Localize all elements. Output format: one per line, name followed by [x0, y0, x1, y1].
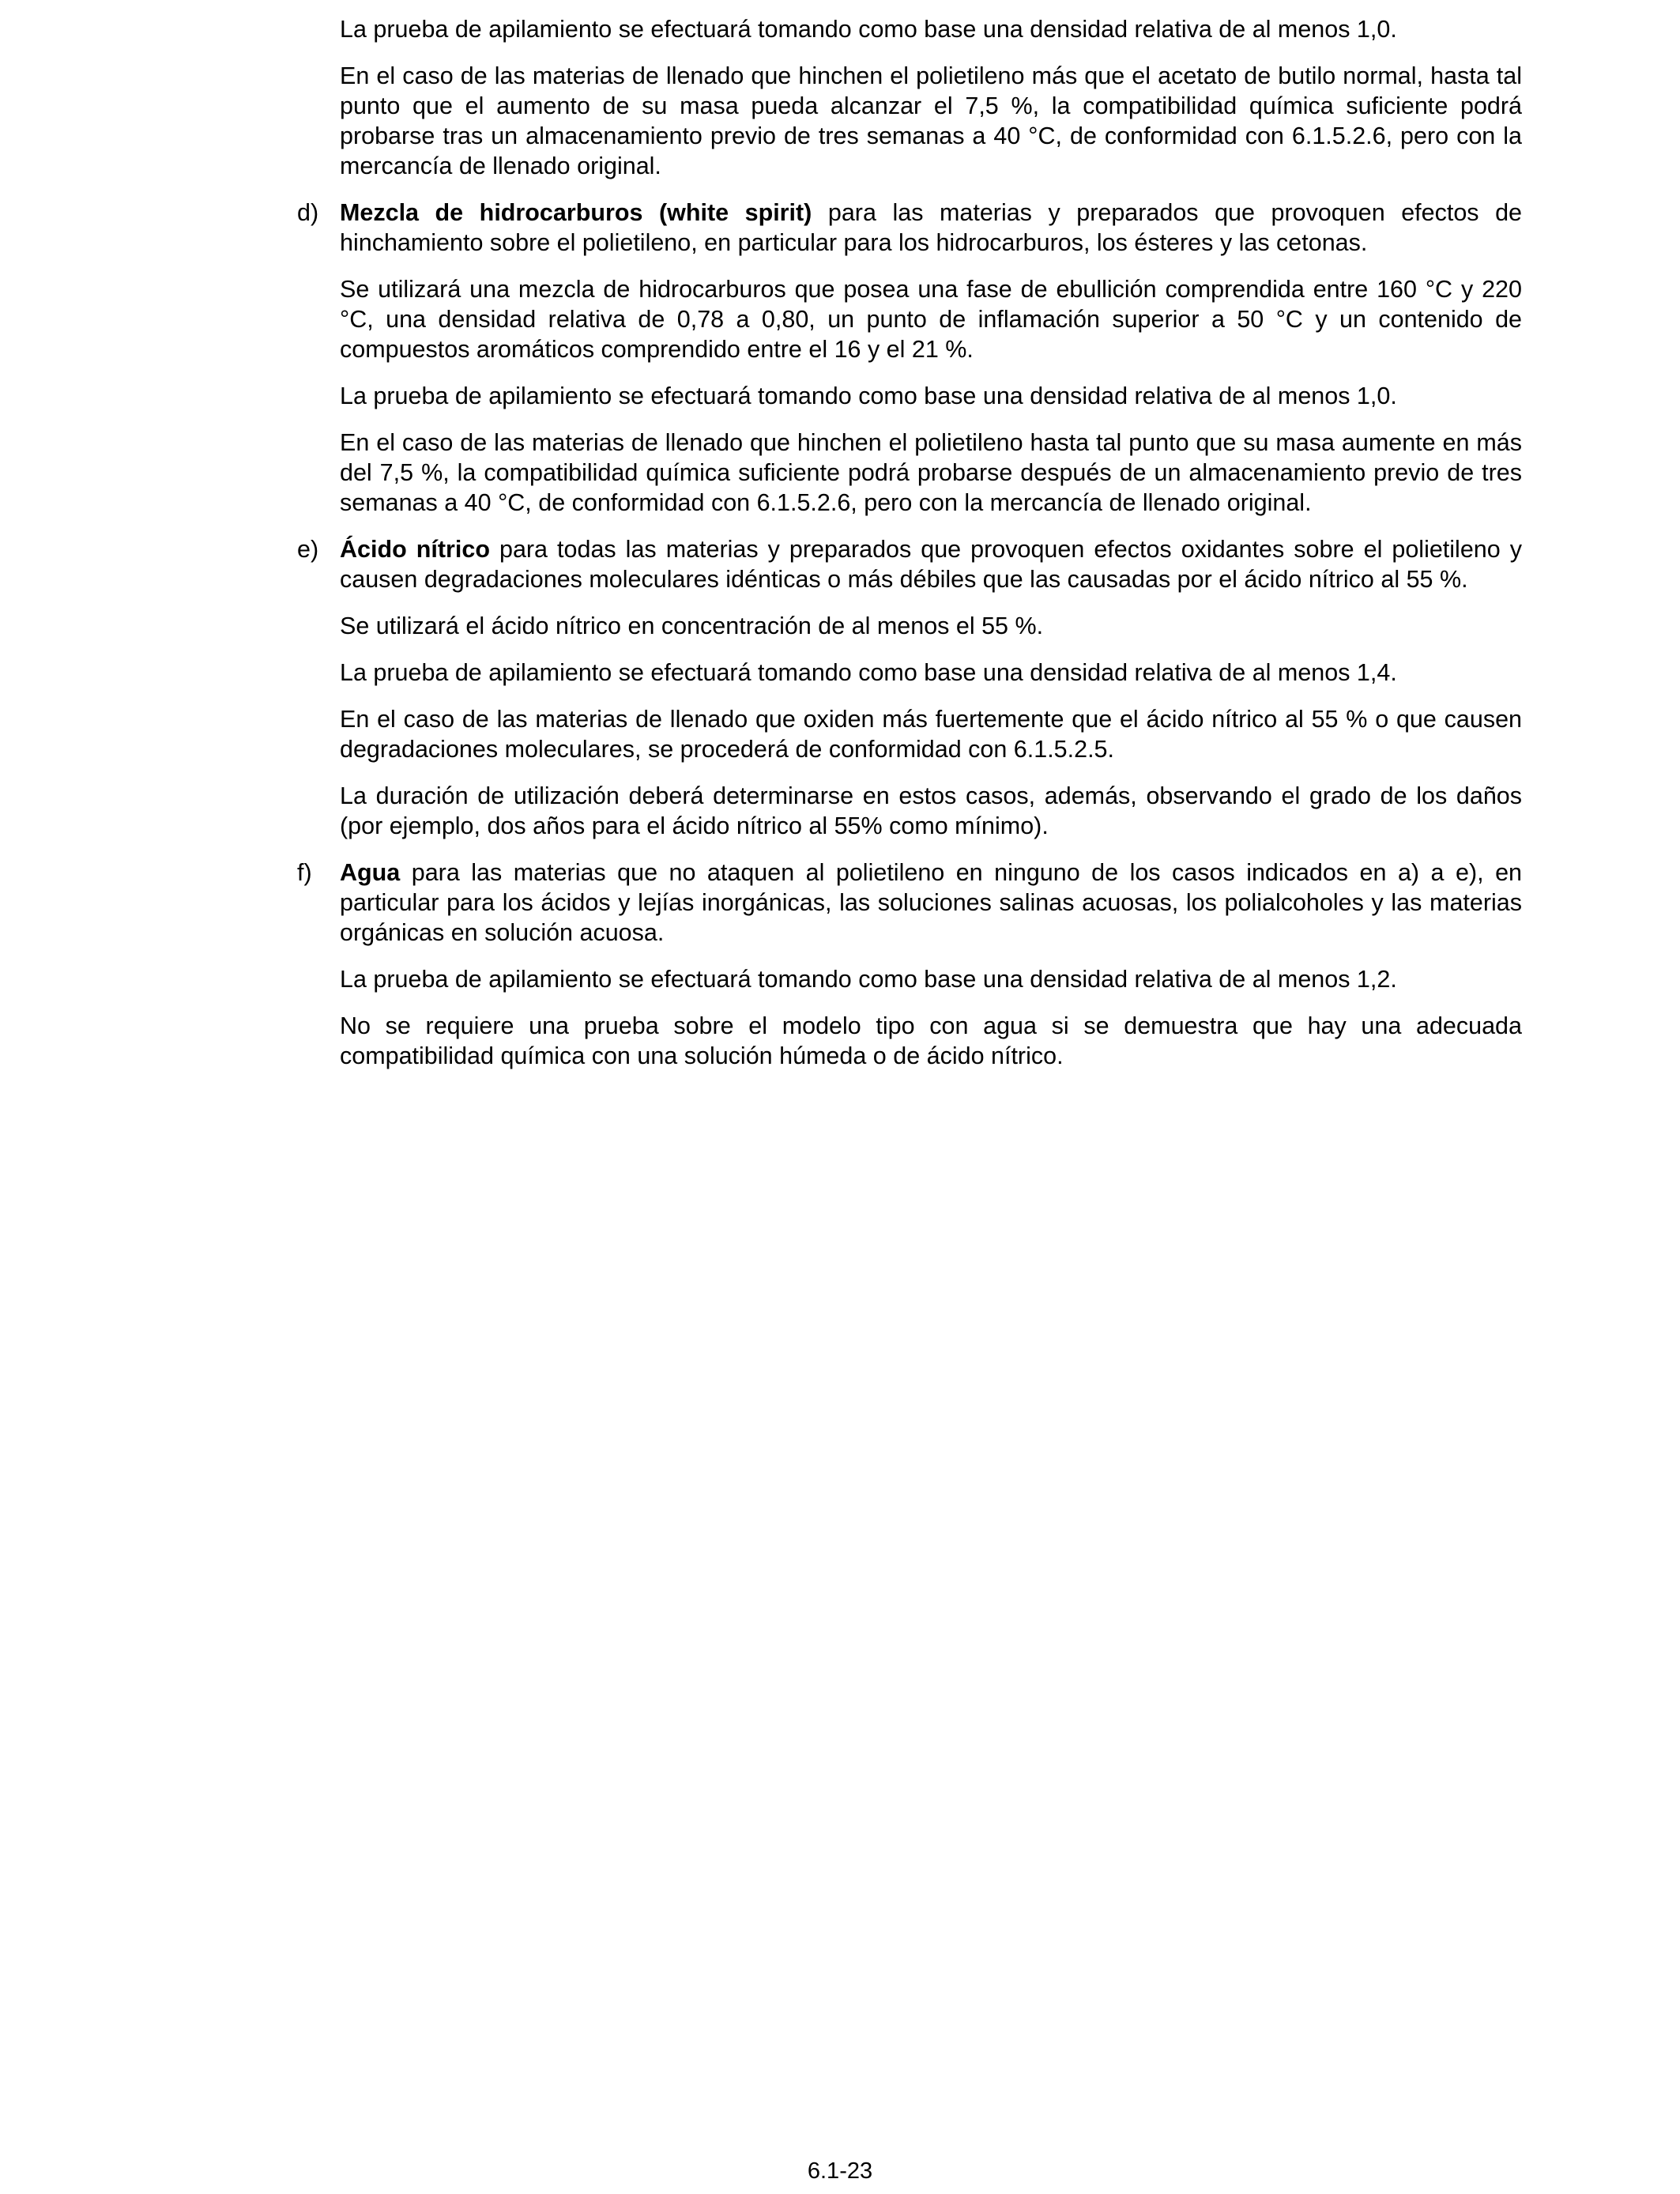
- document-body: [297, 14, 1522, 1088]
- paragraph: La prueba de apilamiento se efectuará tomando como base una densidad relativa de al menos 1,0.: [340, 383, 1397, 409]
- list-item-f: [297, 858, 1522, 1071]
- paragraph: Se utilizará el ácido nítrico en concentración de al menos el 55 %.: [340, 613, 1044, 639]
- paragraph: La duración de utilización deberá determinarse en estos casos, además, observando el grado de los daños (por ejemplo, dos años para el ácido nítrico al 55% como mínimo).: [340, 782, 1522, 839]
- list-item-e: [297, 534, 1522, 841]
- list-label: d): [297, 199, 319, 226]
- list-item-lead: [297, 534, 1522, 594]
- list-item-text: para las materias que no ataquen al polietileno en ninguno de los casos indicados en a) a e), en particular para los ácidos y lejías inorgánicas, las soluciones salinas acuosas, los polialcoholes y las materias orgánicas en solución acuosa.: [340, 859, 1522, 946]
- paragraph: La prueba de apilamiento se efectuará tomando como base una densidad relativa de al menos 1,4.: [340, 659, 1397, 686]
- list-label: e): [297, 536, 319, 563]
- list-item-text: para las materias y preparados que provoquen efectos de hinchamiento sobre el polietileno, en particular para los hidrocarburos, los ésteres y las cetonas.: [340, 199, 1522, 256]
- page-number: 6.1-23: [807, 2158, 873, 2184]
- list-item-term: Agua: [340, 859, 401, 886]
- list-label: f): [297, 859, 312, 886]
- list-item-d: [297, 198, 1522, 518]
- paragraph: En el caso de las materias de llenado que oxiden más fuertemente que el ácido nítrico al 55 % o que causen degradaciones moleculares, se procederá de conformidad con 6.1.5.2.5.: [340, 706, 1522, 763]
- paragraph: La prueba de apilamiento se efectuará tomando como base una densidad relativa de al menos 1,2.: [340, 966, 1397, 993]
- list-item-term: Mezcla de hidrocarburos (white spirit): [340, 199, 812, 226]
- paragraph: No se requiere una prueba sobre el modelo tipo con agua si se demuestra que hay una adecuada compatibilidad química con una solución húmeda o de ácido nítrico.: [340, 1012, 1522, 1069]
- paragraph: Se utilizará una mezcla de hidrocarburos que posea una fase de ebullición comprendida entre 160 °C y 220 °C, una densidad relativa de 0,78 a 0,80, un punto de inflamación superior a 50 °C y un contenido de compuestos aromáticos comprendido entre el 16 y el 21 %.: [340, 276, 1522, 363]
- paragraph: En el caso de las materias de llenado que hinchen el polietileno más que el acetato de butilo normal, hasta tal punto que el aumento de su masa pueda alcanzar el 7,5 %, la compatibilidad química suficiente podrá probarse tras un almacenamiento previo de tres semanas a 40 °C, de conformidad con 6.1.5.2.6, pero con la mercancía de llenado original.: [340, 62, 1522, 179]
- list-item-text: para todas las materias y preparados que provoquen efectos oxidantes sobre el polietileno y causen degradaciones moleculares idénticas o más débiles que las causadas por el ácido nítrico al 55 %.: [340, 536, 1522, 593]
- list-item-lead: [297, 198, 1522, 258]
- list-item-lead: [297, 858, 1522, 948]
- paragraph: En el caso de las materias de llenado que hinchen el polietileno hasta tal punto que su masa aumente en más del 7,5 %, la compatibilidad química suficiente podrá probarse después de un almacenamiento previo de tres semanas a 40 °C, de conformidad con 6.1.5.2.6, pero con la mercancía de llenado original.: [340, 429, 1522, 516]
- paragraph: La prueba de apilamiento se efectuará tomando como base una densidad relativa de al menos 1,0.: [340, 16, 1397, 43]
- list-item-term: Ácido nítrico: [340, 536, 490, 563]
